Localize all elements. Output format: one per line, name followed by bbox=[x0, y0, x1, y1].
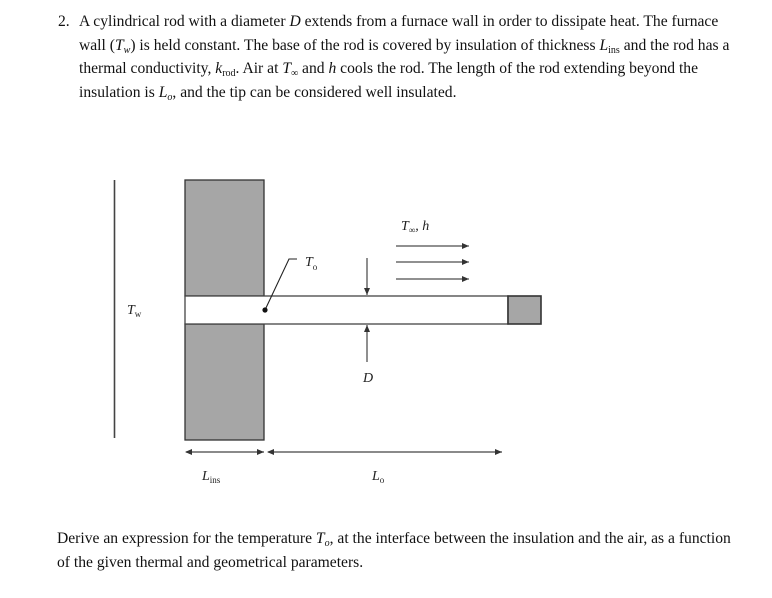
sub-inf: ∞ bbox=[291, 68, 299, 79]
label-d: D bbox=[363, 371, 374, 386]
question-text bbox=[57, 527, 737, 574]
label-lo: $L_o$ bbox=[372, 469, 385, 485]
var-D: D bbox=[289, 13, 301, 30]
insulation-upper bbox=[185, 180, 264, 296]
problem-number: 2. bbox=[58, 13, 70, 30]
label-tinf-h: $T_\infty$, h bbox=[401, 219, 430, 235]
rod bbox=[185, 296, 508, 324]
label-to: $T_o$ bbox=[305, 255, 318, 272]
var-Tw: T bbox=[114, 36, 124, 54]
text-segment: cools the rod. The length of the rod extending beyond the insulation is bbox=[79, 60, 698, 101]
text-segment: A cylindrical rod with a diameter bbox=[79, 13, 290, 30]
text-segment: ) is held constant. The base of the rod is covered by insulation of thickness bbox=[130, 36, 600, 54]
text-segment: , and the tip can be considered well insulated. bbox=[172, 83, 457, 101]
text-segment: extends from a furnace wall in order to dissipate heat. The furnace wall ( bbox=[79, 13, 719, 54]
var-krod: k bbox=[215, 60, 223, 77]
text-segment: , at the interface between the insulation and the air, as a function of the given thermal and geometrical parameters. bbox=[57, 530, 731, 571]
to-point bbox=[262, 307, 267, 312]
var-Lo: L bbox=[158, 83, 168, 101]
insulation-lower bbox=[185, 324, 264, 440]
text-segment: and bbox=[298, 60, 329, 77]
text-segment: . Air at bbox=[235, 60, 283, 77]
var-h: h bbox=[328, 60, 337, 77]
var-Lins: L bbox=[599, 36, 609, 54]
tip-insulation bbox=[508, 296, 541, 324]
sub-o: o bbox=[167, 91, 173, 103]
sub-rod: rod bbox=[222, 68, 236, 79]
text-segment: and the rod has a thermal conductivity, bbox=[79, 36, 730, 77]
label-tw: $T_w$ bbox=[127, 303, 142, 319]
var-Tinf: T bbox=[282, 60, 291, 77]
sub-w: w bbox=[123, 44, 131, 56]
label-lins: $L_{ins}$ bbox=[202, 469, 221, 485]
sub-o: o bbox=[324, 538, 330, 549]
sub-ins: ins bbox=[608, 44, 620, 56]
text-segment: Derive an expression for the temperature bbox=[57, 530, 316, 547]
var-To: T bbox=[315, 530, 325, 547]
